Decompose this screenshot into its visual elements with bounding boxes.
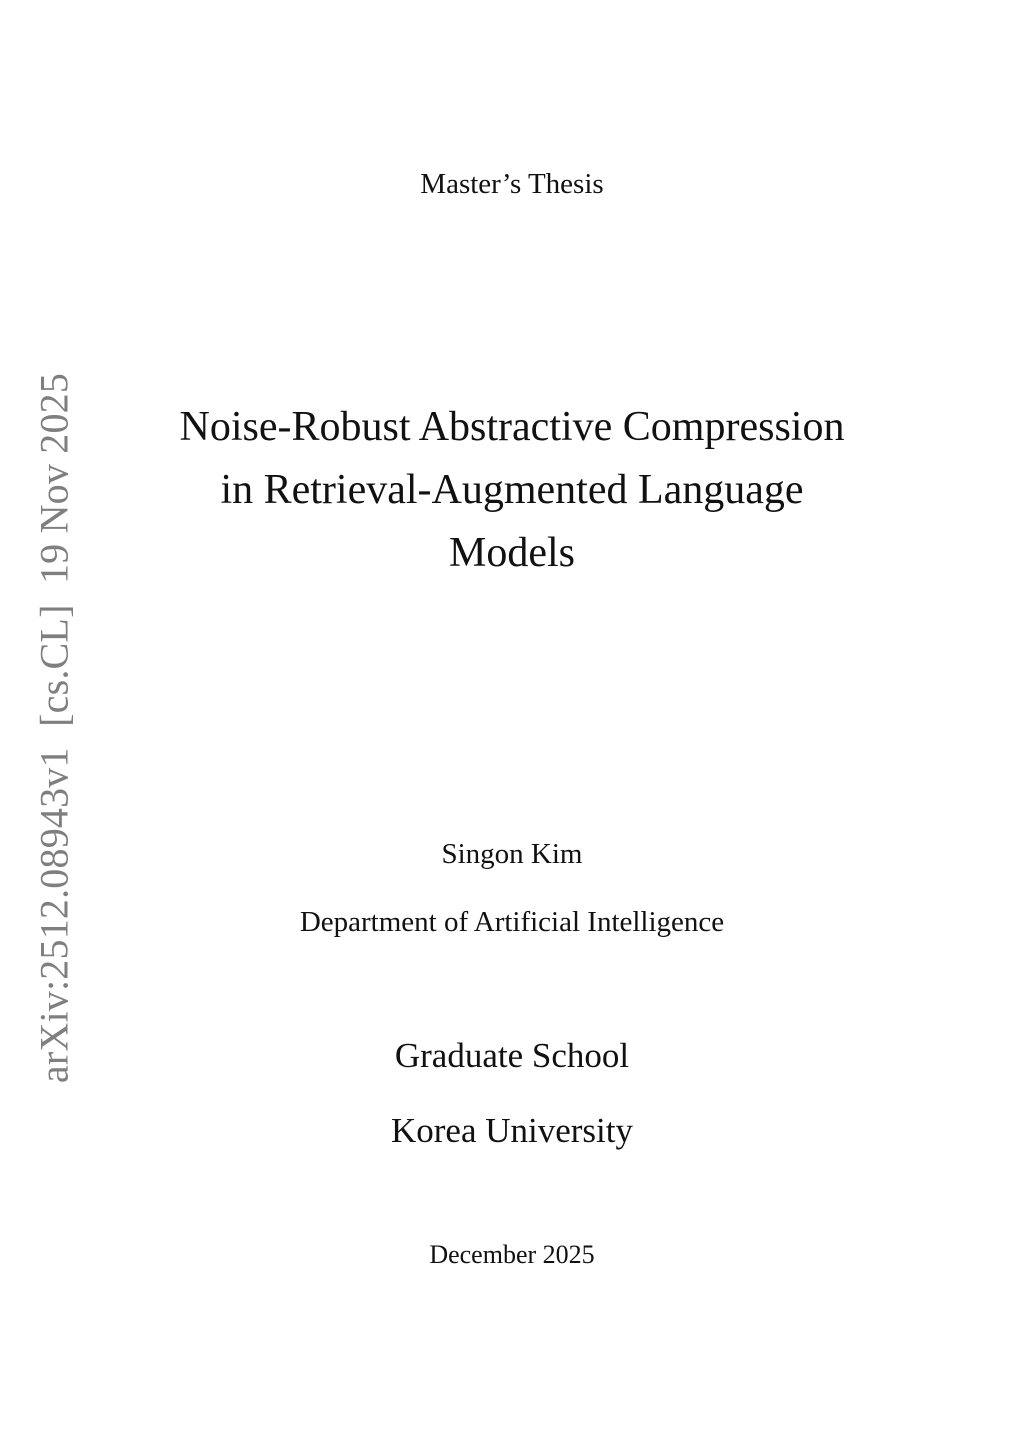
university-name: Korea University: [390, 1111, 633, 1150]
arxiv-identifier-stamp: arXiv:2512.08943v1 [cs.CL] 19 Nov 2025: [31, 372, 77, 1084]
title-line: Models: [449, 530, 575, 576]
department-name: Department of Artificial Intelligence: [299, 906, 725, 938]
thesis-title: [0, 396, 1024, 585]
title-line: Noise-Robust Abstractive Compression: [179, 404, 845, 450]
submission-date: December 2025: [429, 1240, 595, 1269]
school-name: Graduate School: [394, 1036, 630, 1075]
thesis-type-label: Master’s Thesis: [420, 168, 604, 200]
title-line: in Retrieval-Augmented Language: [220, 467, 804, 513]
author-name: Singon Kim: [441, 838, 583, 870]
